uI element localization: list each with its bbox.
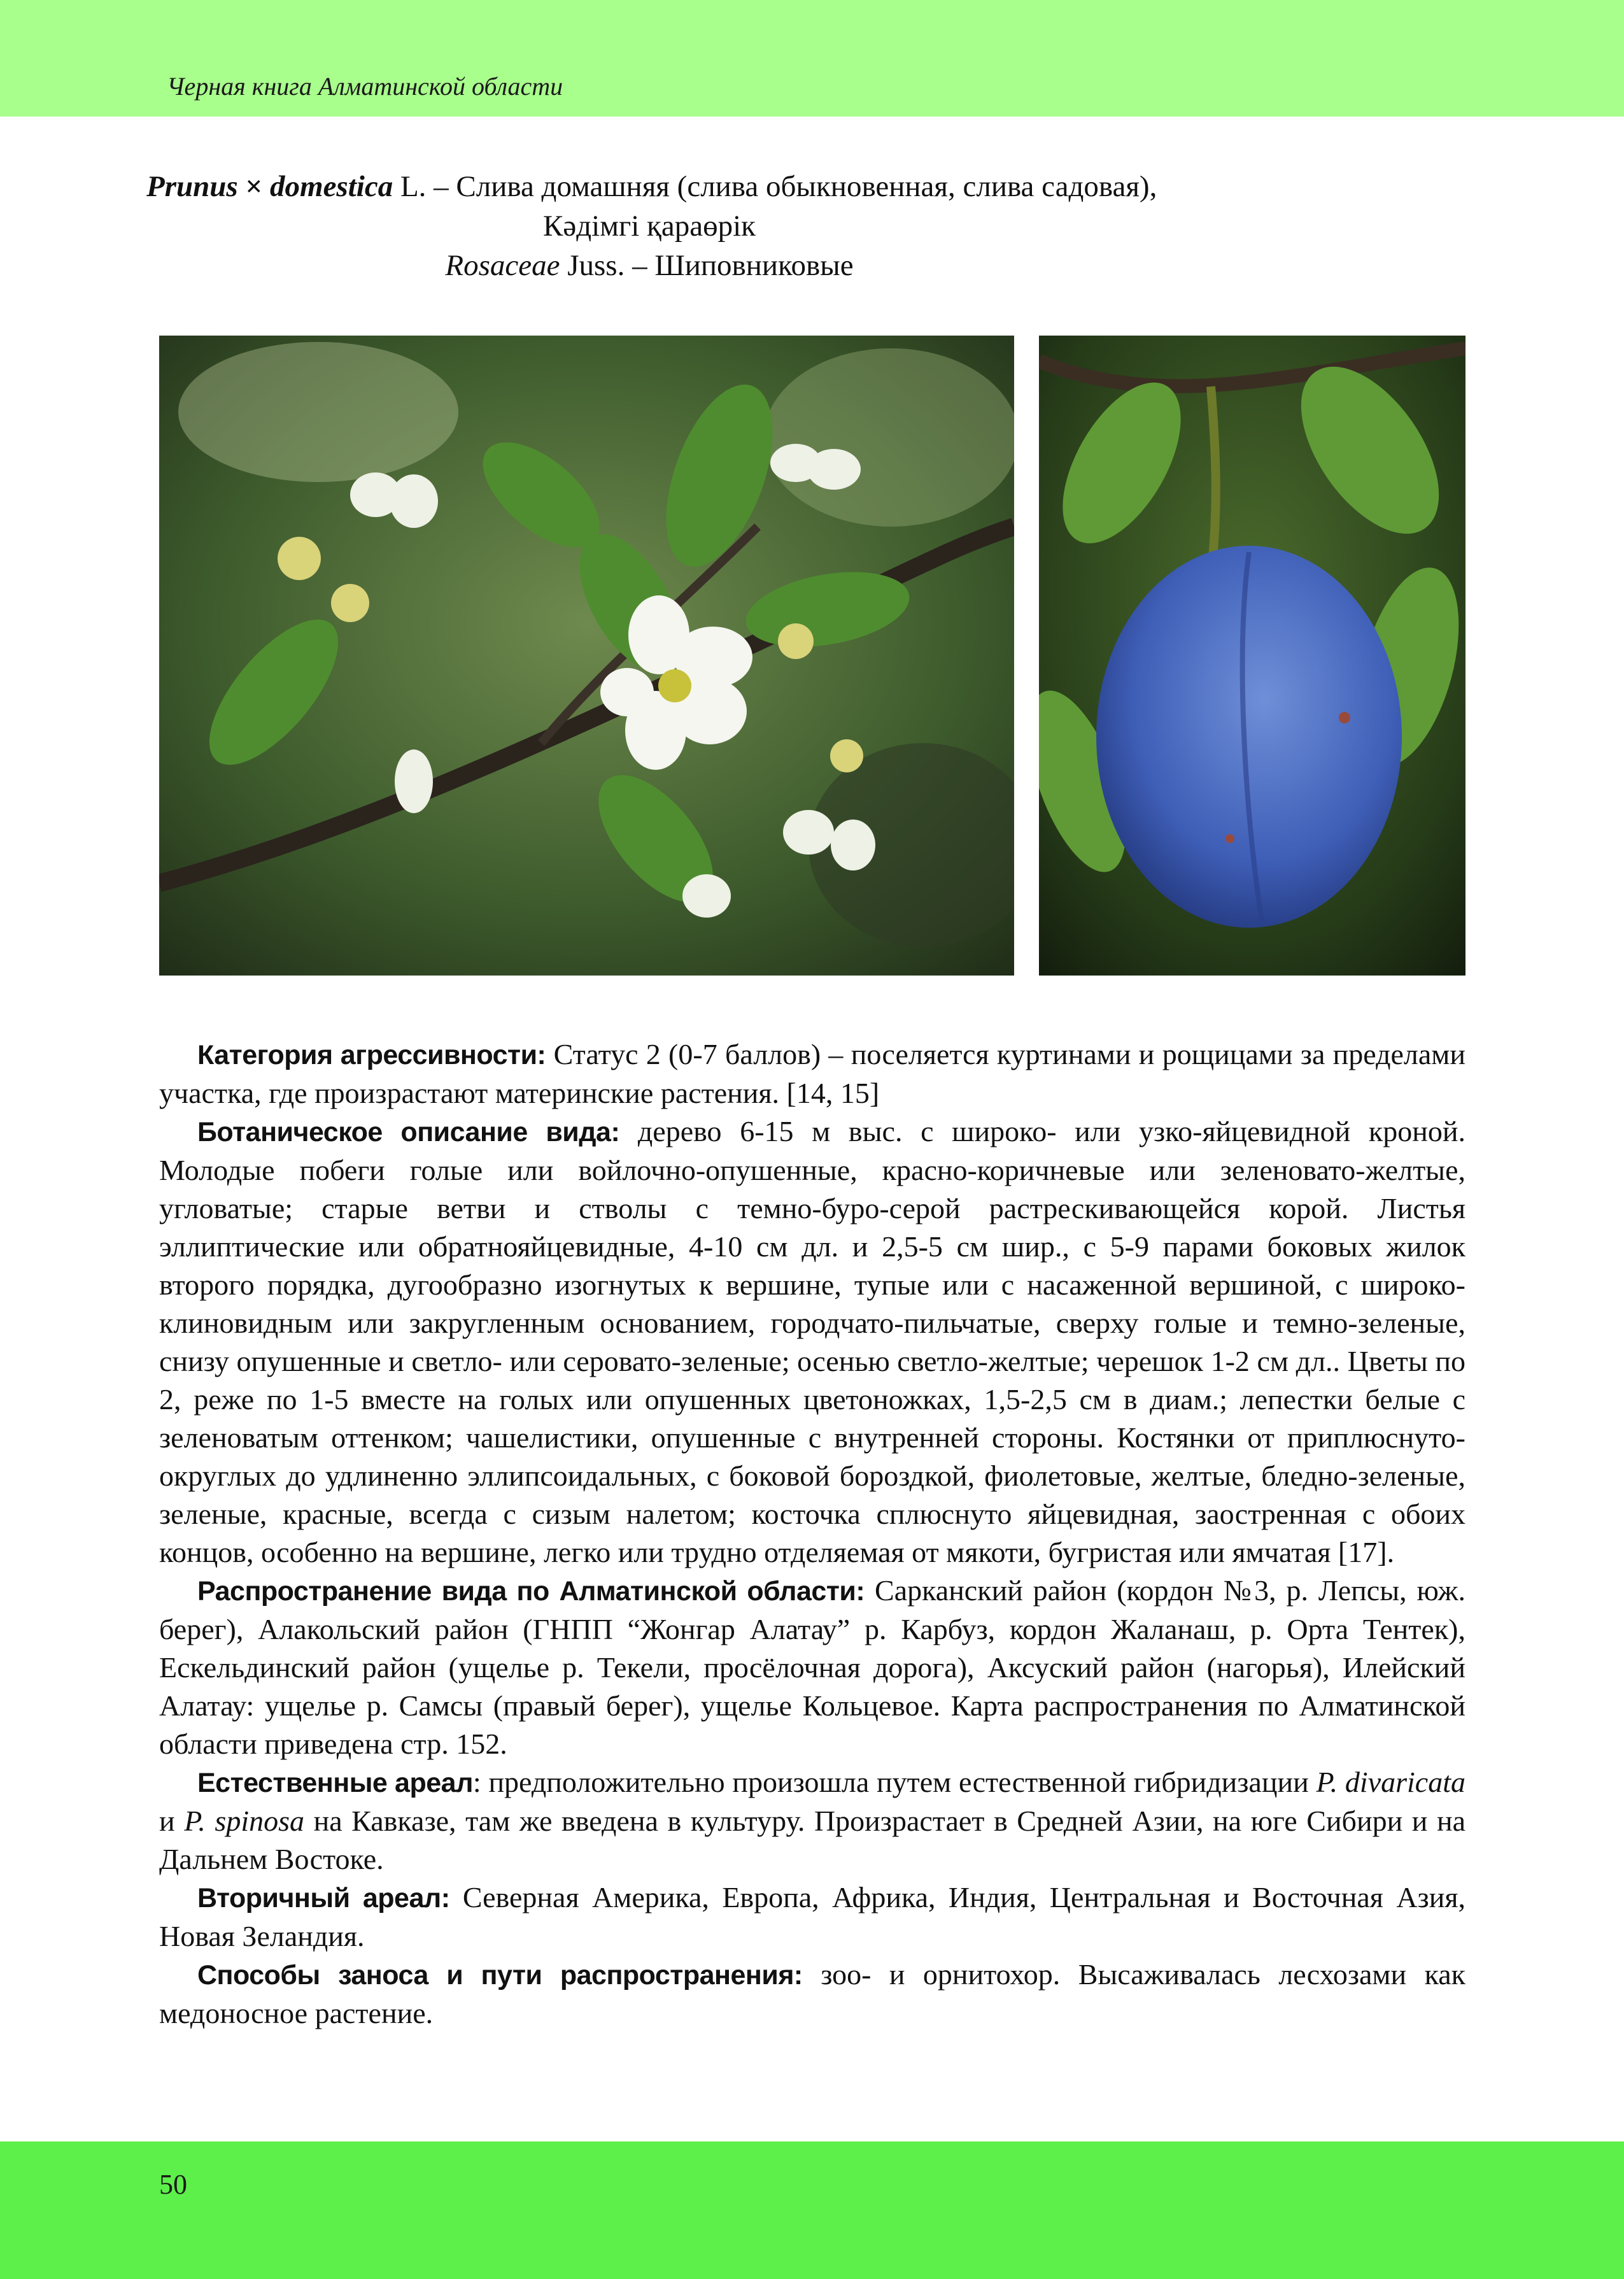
family-line <box>146 246 1152 285</box>
natural-range-text-2: и <box>159 1805 185 1837</box>
species-epithet: domestica <box>270 170 393 203</box>
family-name: Rosaceae <box>445 249 560 282</box>
natural-range-species-2: P. spinosa <box>184 1805 305 1837</box>
botanical-paragraph <box>159 1112 1465 1572</box>
family-author: Juss. – Шиповниковые <box>560 249 854 282</box>
species-description <box>159 1035 1465 2033</box>
distribution-paragraph <box>159 1572 1465 1763</box>
hybrid-sign: × <box>237 170 271 203</box>
introduction-text: зоо- и орнитохор. Высаживалась лесхозами как медоносное растение. <box>159 1958 1465 2029</box>
distribution-label: Распространение вида по Алматинской области: <box>197 1576 865 1607</box>
natural-range-species-1: P. divaricata <box>1316 1766 1465 1798</box>
russian-names: L. – Слива домашняя (слива обыкновенная, слива садовая), <box>393 170 1157 203</box>
plum-photo-icon <box>1039 336 1465 976</box>
natural-range-label: Естественные ареал <box>197 1768 473 1798</box>
running-title: Черная книга Алматинской области <box>167 72 563 101</box>
blossom-photo <box>159 336 1014 976</box>
plum-photo <box>1039 336 1465 976</box>
page-number: 50 <box>159 2169 187 2200</box>
introduction-paragraph <box>159 1956 1465 2033</box>
introduction-label: Способы заноса и пути распространения: <box>197 1960 803 1991</box>
blossom-photo-icon <box>159 336 1014 976</box>
natural-range-text-3: на Кавказе, там же введена в культуру. Произрастает в Средней Азии, на юге Сибири и на Дальнем Востоке. <box>159 1805 1465 1875</box>
footer-band <box>0 2141 1624 2279</box>
secondary-range-paragraph <box>159 1878 1465 1956</box>
aggressiveness-label: Категория агрессивности: <box>197 1040 546 1070</box>
secondary-range-label: Вторичный ареал: <box>197 1883 450 1913</box>
genus-name: Prunus <box>146 170 238 203</box>
botanical-label: Ботаническое описание вида: <box>197 1117 620 1147</box>
species-name-line <box>146 167 1157 206</box>
natural-range-text-1: : предположительно произошла путем естественной гибридизации <box>472 1766 1317 1798</box>
secondary-range-text: Северная Америка, Европа, Африка, Индия, Центральная и Восточная Азия, Новая Зеландия. <box>159 1881 1465 1952</box>
botanical-text: дерево 6-15 м выс. с широко- или узко-яйцевидной кроной. Молодые побеги голые или войлочно-опушенные, красно-коричневые или зеленовато-желтые, угловатые; старые ветви и стволы с темно-буро-серой растрескивающейся корой. Листья эллиптические или обратнояйцевидные, 4-10 см дл. и 2,5-5 см шир., с 5-9 парами боковых жилок второго порядка, дугообразно изогнутых к вершине, тупые или с насаженной вершиной, с широко-клиновидным или закругленным основанием, городчато-пильчатые, сверху голые и темно-зеленые, снизу опушенные и светло- или серовато-зеленые; осенью светло-желтые; черешок 1-2 см дл.. Цветы по 2, реже по 1-5 вместе на голых или опушенных цветоножках, 1,5-2,5 см в диам.; лепестки белые с зеленоватым оттенком; чашелистики, опушенные с внутренней стороны. Костянки от приплюснуто-округлых до удлиненно эллипсоидальных, с боковой бороздкой, фиолетовые, желтые, бледно-зеленые, зеленые, красные, всегда с сизым налетом; косточка сплюснуто яйцевидная, заостренная с обоих концов, особенно на вершине, легко или трудно отделяемая от мякоти, бугристая или ямчатая [17]. <box>159 1115 1465 1568</box>
aggressiveness-paragraph <box>159 1035 1465 1112</box>
natural-range-paragraph <box>159 1763 1465 1878</box>
aggressiveness-text: Статус 2 (0-7 баллов) – поселяется куртинами и рощицами за пределами участка, где произрастают материнские растения. [14, 15] <box>159 1038 1465 1109</box>
distribution-text: Сарканский район (кордон №3, р. Лепсы, юж. берег), Алакольский район (ГНПП “Жонгар Алатау” р. Карбуз, кордон Жаланаш, р. Орта Тентек), Ескельдинский район (ущелье р. Текели, просёлочная дорога), Аксуский район (нагорья), Илейский Алатау: ущелье р. Самсы (правый берег), ущелье Кольцевое. Карта распространения по Алматинской области приведена стр. 152. <box>159 1574 1465 1760</box>
species-title <box>146 167 1157 285</box>
kazakh-name: Кәдімгі қараөрік <box>543 209 756 243</box>
